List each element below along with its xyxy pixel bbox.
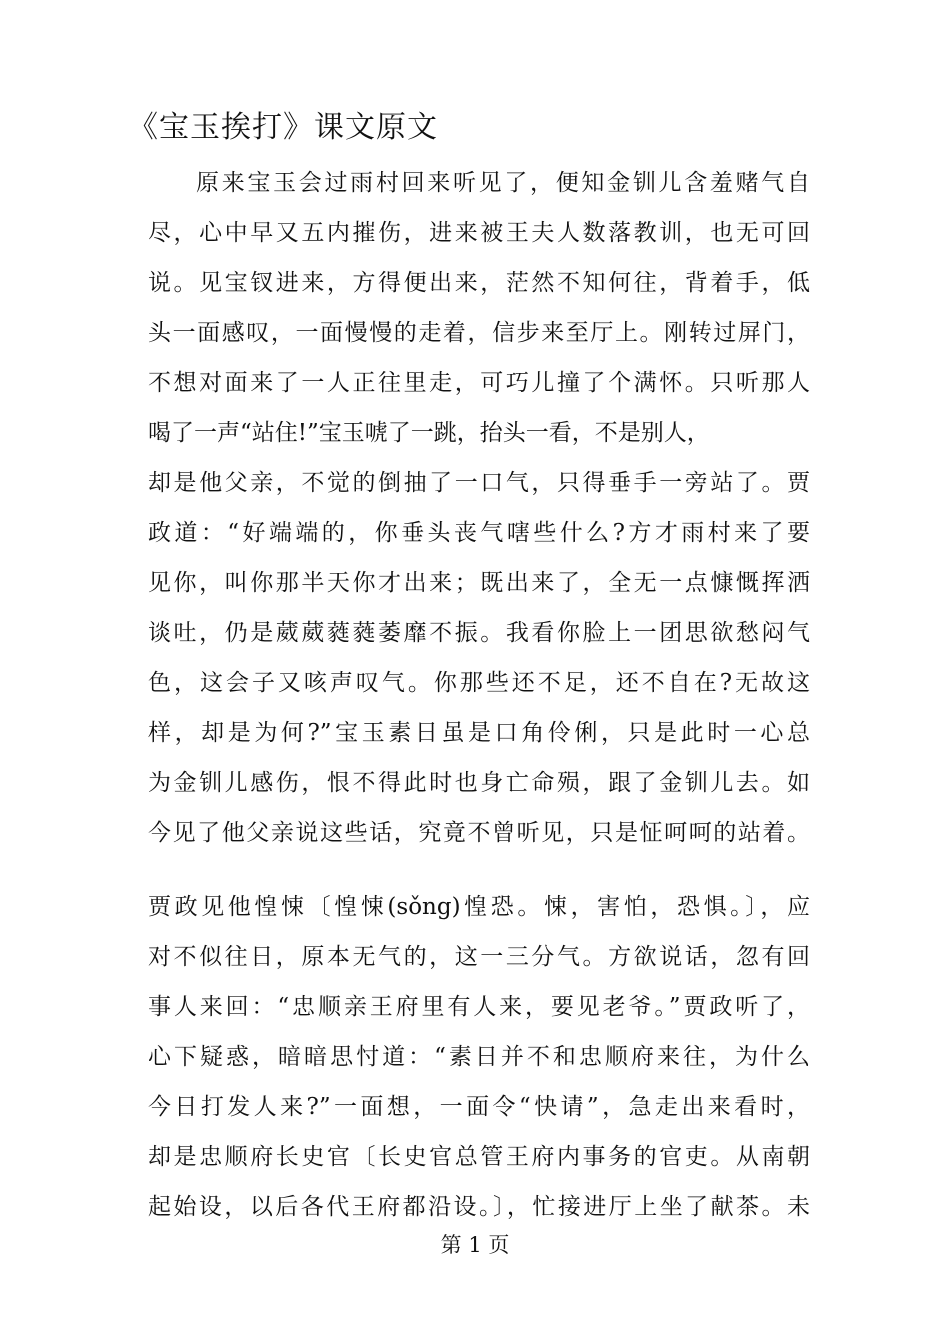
text-line: 说。见宝钗进来，方得便出来，茫然不知何往，背着手，低 xyxy=(148,270,810,296)
text-line: 头一面感叹，一面慢慢的走着，信步来至厅上。刚转过屏门， xyxy=(148,320,810,346)
document-title: 《宝玉挨打》课文原文 xyxy=(128,110,438,145)
text-line: 喝了一声“站住!”宝玉唬了一跳，抬头一看，不是别人， xyxy=(148,420,710,446)
text-line: 政道：“好端端的，你垂头丧气嗐些什么?方才雨村来了要 xyxy=(148,520,810,546)
text-line: 却是他父亲，不觉的倒抽了一口气，只得垂手一旁站了。贾 xyxy=(148,470,810,496)
text-line: 今见了他父亲说这些话，究竟不曾听见，只是怔呵呵的站着。 xyxy=(148,820,810,846)
text-line: 今日打发人来?”一面想，一面令“快请”，急走出来看时， xyxy=(148,1094,810,1120)
text-line: 不想对面来了一人正往里走，可巧儿撞了个满怀。只听那人 xyxy=(148,370,810,396)
text-line: 谈吐，仍是葳葳蕤蕤萎靡不振。我看你脸上一团思欲愁闷气 xyxy=(148,620,810,646)
text-line: 见你，叫你那半天你才出来；既出来了，全无一点慷慨挥洒 xyxy=(148,570,810,596)
text-line: 贾政见他惶悚〔惶悚(sǒng)惶恐。悚，害怕，恐惧。〕，应 xyxy=(148,894,810,920)
text-line: 起始设，以后各代王府都沿设。〕，忙接进厅上坐了献茶。未 xyxy=(148,1194,810,1220)
paragraph-2 xyxy=(148,882,810,1232)
text-line: 原来宝玉会过雨村回来听见了，便知金钏儿含羞赌气自 xyxy=(196,170,810,196)
text-line: 心下疑惑，暗暗思忖道：“素日并不和忠顺府来往，为什么 xyxy=(148,1044,810,1070)
text-line: 尽，心中早又五内摧伤，进来被王夫人数落教训，也无可回 xyxy=(148,220,810,246)
text-line: 样，却是为何?”宝玉素日虽是口角伶俐，只是此时一心总 xyxy=(148,720,810,746)
text-line: 事人来回：“忠顺亲王府里有人来，要见老爷。”贾政听了， xyxy=(148,994,810,1020)
text-line: 色，这会子又咳声叹气。你那些还不足，还不自在?无故这 xyxy=(148,670,810,696)
text-line: 却是忠顺府长史官〔长史官总管王府内事务的官吏。从南朝 xyxy=(148,1144,810,1170)
text-line: 为金钏儿感伤，恨不得此时也身亡命殒，跟了金钏儿去。如 xyxy=(148,770,810,796)
page-number: 第 1 页 xyxy=(440,1233,510,1257)
paragraph-1 xyxy=(148,158,810,858)
text-line: 对不似往日，原本无气的，这一三分气。方欲说话，忽有回 xyxy=(148,944,810,970)
